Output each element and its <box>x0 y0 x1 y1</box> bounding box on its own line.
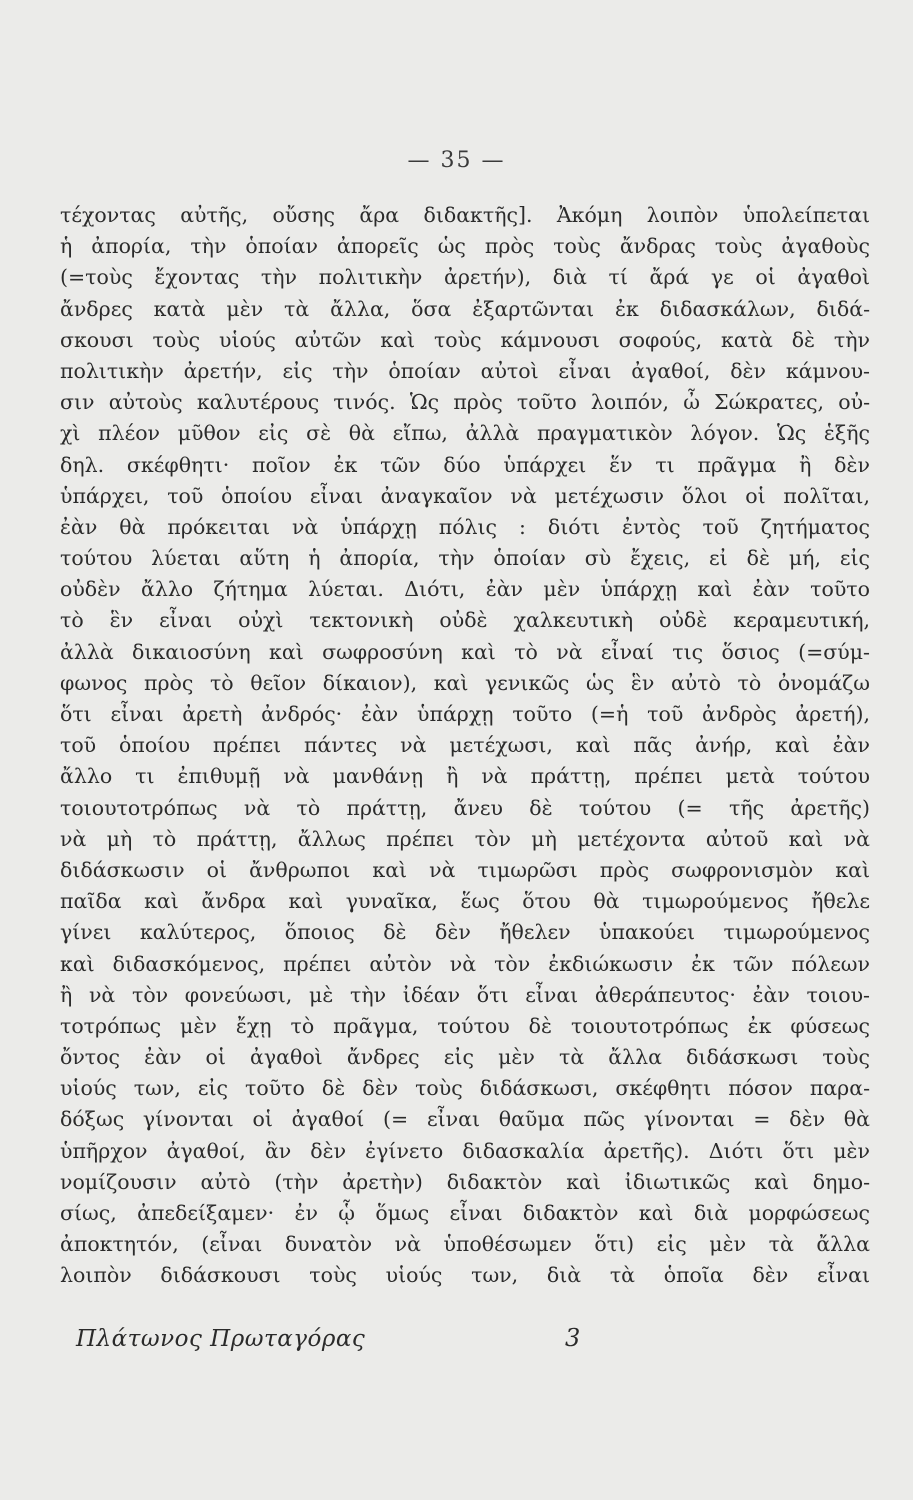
text-line: ὄντος ἐὰν οἱ ἀγαθοὶ ἄνδρες εἰς μὲν τὰ ἄλλα διδάσκωσι τοὺς <box>60 1045 870 1070</box>
text-line: ὅτι εἶναι ἀρετὴ ἀνδρός· ἐὰν ὑπάρχῃ τοῦτο (=ἡ τοῦ ἀνδρὸς ἀρετή), <box>60 702 870 726</box>
text-line: σιν αὐτοὺς καλυτέρους τινός. Ὡς πρὸς τοῦτο λοιπόν, ὦ Σώκρατες, οὐ- <box>60 390 870 415</box>
body-text <box>60 200 870 1292</box>
text-line: σκουσι τοὺς υἱούς αὐτῶν καὶ τοὺς κάμνουσι σοφούς, κατὰ δὲ τὴν <box>60 327 870 352</box>
text-line: ὑπῆρχον ἀγαθοί, ἂν δὲν ἐγίνετο διδασκαλία ἀρετῆς). Διότι ὅτι μὲν <box>60 1138 870 1163</box>
text-line: ἄλλο τι ἐπιθυμῇ νὰ μανθάνῃ ἢ νὰ πράττῃ, πρέπει μετὰ τούτου <box>60 764 870 789</box>
text-line: καὶ διδασκόμενος, πρέπει αὐτὸν νὰ τὸν ἐκδιώκωσιν ἐκ τῶν πόλεων <box>60 951 870 976</box>
text-line: τὸ ἓν εἶναι οὐχὶ τεκτονικὴ οὐδὲ χαλκευτικὴ οὐδὲ κεραμευτική, <box>60 608 870 633</box>
text-line: διδάσκωσιν οἱ ἄνθρωποι καὶ νὰ τιμωρῶσι πρὸς σωφρονισμὸν καὶ <box>60 857 870 882</box>
text-line: λοιπὸν διδάσκουσι τοὺς υἱούς των, διὰ τὰ ὁποῖα δὲν εἶναι <box>60 1263 870 1288</box>
text-line: τέχοντας αὐτῆς, οὔσης ἄρα διδακτῆς]. Ἀκόμη λοιπὸν ὑπολείπεται <box>60 203 870 227</box>
text-line: ἄνδρες κατὰ μὲν τὰ ἄλλα, ὅσα ἐξαρτῶνται ἐκ διδασκάλων, διδά- <box>60 296 870 321</box>
text-line: δόξως γίνονται οἱ ἀγαθοί (= εἶναι θαῦμα πῶς γίνονται = δὲν θὰ <box>60 1107 870 1132</box>
text-line: χὶ πλέον μῦθον εἰς σὲ θὰ εἴπω, ἀλλὰ πραγματικὸν λόγον. Ὡς ἑξῆς <box>60 421 870 446</box>
page-number: — 35 — <box>407 148 506 173</box>
text-line: τοῦ ὁποίου πρέπει πάντες νὰ μετέχωσι, καὶ πᾶς ἀνήρ, καὶ ἐὰν <box>60 733 870 758</box>
text-line: ἡ ἀπορία, τὴν ὁποίαν ἀπορεῖς ὡς πρὸς τοὺς ἄνδρας τοὺς ἀγαθοὺς <box>60 234 870 259</box>
text-line: ἢ νὰ τὸν φονεύωσι, μὲ τὴν ἰδέαν ὅτι εἶναι ἀθεράπευτος· ἐὰν τοιου- <box>60 982 870 1007</box>
text-line: γίνει καλύτερος, ὅποιος δὲ δὲν ἤθελεν ὑπακούει τιμωρούμενος <box>60 920 870 945</box>
text-line: οὐδὲν ἄλλο ζήτημα λύεται. Διότι, ἐὰν μὲν ὑπάρχῃ καὶ ἐὰν τοῦτο <box>60 577 870 602</box>
text-line: τούτου λύεται αὕτη ἡ ἀπορία, τὴν ὁποίαν σὺ ἔχεις, εἰ δὲ μή, εἰς <box>60 546 870 571</box>
text-line: υἱούς των, εἰς τοῦτο δὲ δὲν τοὺς διδάσκωσι, σκέφθητι πόσον παρα- <box>60 1076 870 1101</box>
text-line: ἀποκτητόν, (εἶναι δυνατὸν νὰ ὑποθέσωμεν ὅτι) εἰς μὲν τὰ ἄλλα <box>60 1232 870 1257</box>
text-line: τοιουτοτρόπως νὰ τὸ πράττῃ, ἄνευ δὲ τούτου (= τῆς ἀρετῆς) <box>60 795 870 820</box>
text-line: ὑπάρχει, τοῦ ὁποίου εἶναι ἀναγκαῖον νὰ μετέχωσιν ὅλοι οἱ πολῖται, <box>60 483 870 508</box>
text-line: νὰ μὴ τὸ πράττῃ, ἄλλως πρέπει τὸν μὴ μετέχοντα αὐτοῦ καὶ νὰ <box>60 826 870 851</box>
text-line: πολιτικὴν ἀρετήν, εἰς τὴν ὁποίαν αὐτοὶ εἶναι ἀγαθοί, δὲν κάμνου- <box>60 358 870 383</box>
text-line: νομίζουσιν αὐτὸ (τὴν ἀρετὴν) διδακτὸν καὶ ἰδιωτικῶς καὶ δημο- <box>60 1169 870 1194</box>
text-line: δηλ. σκέφθητι· ποῖον ἐκ τῶν δύο ὑπάρχει ἕν τι πρᾶγμα ἢ δὲν <box>60 452 870 477</box>
text-line: (=τοὺς ἔχοντας τὴν πολιτικὴν ἀρετήν), διὰ τί ἄρά γε οἱ ἀγαθοὶ <box>60 265 870 290</box>
text-line: παῖδα καὶ ἄνδρα καὶ γυναῖκα, ἕως ὅτου θὰ τιμωρούμενος ἤθελε <box>60 889 870 914</box>
signature-mark: 3 <box>565 1324 581 1352</box>
text-line: ἀλλὰ δικαιοσύνη καὶ σωφροσύνη καὶ τὸ νὰ εἶναί τις ὅσιος (=σύμ- <box>60 639 870 664</box>
text-line: ἐὰν θὰ πρόκειται νὰ ὑπάρχῃ πόλις : διότι ἐντὸς τοῦ ζητήματος <box>60 514 870 539</box>
text-line: φωνος πρὸς τὸ θεῖον δίκαιον), καὶ γενικῶς ὡς ἓν αὐτὸ τὸ ὀνομάζω <box>60 670 870 695</box>
footer-title: Πλάτωνος Πρωταγόρας <box>76 1326 366 1352</box>
text-line: σίως, ἀπεδείξαμεν· ἐν ᾧ ὅμως εἶναι διδακτὸν καὶ διὰ μορφώσεως <box>60 1201 870 1225</box>
text-line: τοτρόπως μὲν ἔχῃ τὸ πρᾶγμα, τούτου δὲ τοιουτοτρόπως ἐκ φύσεως <box>60 1013 870 1038</box>
